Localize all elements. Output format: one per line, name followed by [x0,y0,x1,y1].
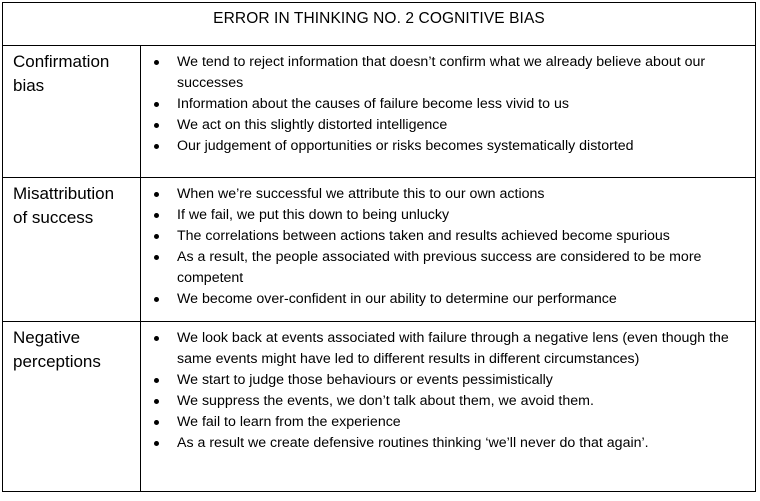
list-item: We look back at events associated with failure through a negative lens (even though the same events might have led to different results in different circumstances) [141,328,745,370]
table-title-row [3,3,756,46]
bullet-icon [154,144,159,149]
row-label-cell [3,178,141,322]
list-item: We tend to reject information that doesn’t confirm what we already believe about our successes [141,52,745,94]
bullet-icon [154,420,159,425]
bullet-icon [154,102,159,107]
table-title: ERROR IN THINKING NO. 2 COGNITIVE BIAS [213,10,545,27]
list-item: Our judgement of opportunities or risks becomes systematically distorted [141,136,745,157]
list-item: We fail to learn from the experience [141,412,745,433]
bullet-list [141,178,755,316]
list-item: We act on this slightly distorted intelligence [141,115,745,136]
row-body-cell [141,178,756,322]
row-body-cell [141,46,756,178]
bullet-icon [154,255,159,260]
table-row [3,46,756,178]
bullet-icon [154,441,159,446]
bullet-icon [154,234,159,239]
table-title-cell [3,3,756,46]
table-row [3,178,756,322]
table-row [3,322,756,492]
list-item: Information about the causes of failure become less vivid to us [141,94,745,115]
bullet-icon [154,192,159,197]
row-body-cell [141,322,756,492]
row-label-cell [3,322,141,492]
bullet-list [141,322,755,460]
bullet-icon [154,378,159,383]
list-item: As a result we create defensive routines thinking ‘we’ll never do that again’. [141,433,745,454]
row-label-cell [3,46,141,178]
list-item: We become over-confident in our ability to determine our performance [141,289,745,310]
bullet-icon [154,399,159,404]
bullet-icon [154,336,159,341]
bullet-list [141,46,755,163]
row-label-negative-perceptions: Negative perceptions [13,328,101,371]
bullet-icon [154,213,159,218]
list-item: We suppress the events, we don’t talk about them, we avoid them. [141,391,745,412]
bullet-icon [154,60,159,65]
bullet-icon [154,123,159,128]
row-label-misattribution-of-success: Misattribution of success [13,184,115,227]
list-item: If we fail, we put this down to being unlucky [141,205,745,226]
list-item: We start to judge those behaviours or events pessimistically [141,370,745,391]
list-item: As a result, the people associated with previous success are considered to be more competent [141,247,745,289]
bullet-icon [154,297,159,302]
cognitive-bias-table [2,2,756,492]
list-item: The correlations between actions taken and results achieved become spurious [141,226,745,247]
row-label-confirmation-bias: Confirmation bias [13,52,110,95]
list-item: When we’re successful we attribute this to our own actions [141,184,745,205]
